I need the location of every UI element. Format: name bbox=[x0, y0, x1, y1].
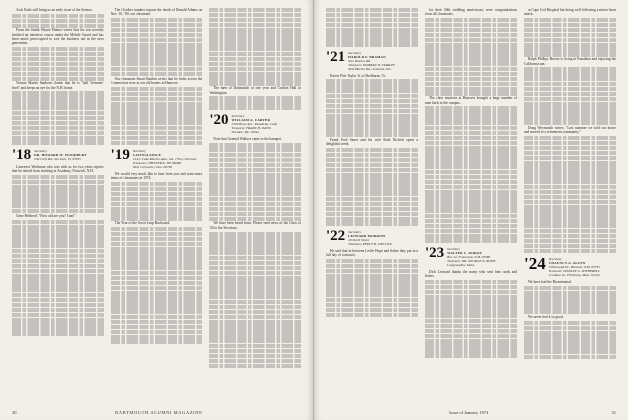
magazine-name: DARTMOUTH ALUMNI MAGAZINE bbox=[115, 410, 203, 415]
paragraph: We have been heard from. Please send news of the Class of '20 to the Secretary. bbox=[209, 221, 302, 230]
left-column-2 bbox=[111, 8, 203, 402]
secretary-block bbox=[133, 149, 196, 169]
paragraph: Gene Hebberd: "How old are you? I am!" bbox=[16, 213, 76, 218]
class-year: '22 bbox=[326, 227, 346, 244]
class-year: '21 bbox=[326, 48, 346, 65]
treasurer-address: Wolf Harbor Rd., Leonard, Nev. bbox=[348, 66, 392, 71]
treasurer-address: 114 Rose St., Fitchburg, Mass. 01420 bbox=[548, 272, 600, 277]
paragraph: Ralph Phillips Brown is living in Pasadena and enjoying the California sun. bbox=[524, 57, 616, 66]
right-page-columns bbox=[326, 8, 616, 402]
secretary-name: HAROLD F. BRAMAN bbox=[348, 54, 386, 59]
secretary-block bbox=[34, 149, 87, 161]
paragraph: Dick Leonard thanks the many who sent him cards and letters. bbox=[425, 269, 517, 279]
class-heading-1924 bbox=[524, 253, 616, 277]
right-column-3 bbox=[524, 8, 616, 402]
left-column-1 bbox=[12, 8, 104, 402]
secretary-label: Secretary bbox=[348, 229, 362, 234]
class-heading-1922 bbox=[326, 227, 418, 246]
secretary-block bbox=[232, 114, 278, 134]
treasurer-name: Treasurer, STANLEY G. WITHERELL bbox=[548, 268, 600, 273]
class-heading-1921 bbox=[326, 48, 418, 71]
paragraph: for their 50th wedding anniversary were congratulations from all classmates. bbox=[425, 8, 517, 17]
paragraph: Our classmate Stuart Rankin writes that he looks across the Connecticut river at our old homes in Hanover. bbox=[110, 76, 203, 86]
issue-date: Issue of January 1974 bbox=[449, 410, 489, 415]
right-page bbox=[314, 0, 628, 420]
secretary-block bbox=[348, 51, 395, 71]
class-heading-1918 bbox=[12, 146, 104, 163]
paragraph: We never had it so good. bbox=[528, 315, 564, 320]
page-number: 30 bbox=[12, 410, 17, 415]
paragraph: Frank Fred Sauer and his wife Ruth Nichols spent a delightful week. bbox=[326, 138, 418, 147]
intro-paragraph: Arch Earle will bring us an early issue of the Seniors. bbox=[16, 8, 93, 12]
treasurer-name: Treasurer, PERCY B. LINCOLN bbox=[348, 241, 392, 246]
paragraph: Vernon Martin Sanborn claims that he is "half Vermont-bred" and keeps an eye for the N.H. home. bbox=[12, 81, 104, 90]
treasurer-address: Longmeadow, Mass. bbox=[447, 262, 475, 267]
page-number: 31 bbox=[611, 410, 616, 415]
right-column-1 bbox=[326, 8, 418, 402]
paragraph: We have had the Bicentennial. bbox=[528, 279, 572, 284]
secretary-label: Secretary bbox=[348, 50, 362, 55]
class-year: '19 bbox=[110, 146, 130, 163]
paragraph: The men of Dartmouth of one year and Carlton Hall in Washington. bbox=[209, 86, 302, 95]
secretary-block bbox=[447, 247, 495, 267]
secretary-label: Secretary bbox=[548, 256, 562, 261]
secretary-name: LAVINIA SPACE bbox=[132, 152, 162, 157]
class-year: '24 bbox=[524, 253, 546, 273]
secretary-name: CHAUNCY A. ALLEN bbox=[548, 260, 586, 265]
secretary-name: WILLIAM A. CARTER bbox=[231, 118, 271, 123]
paragraph: Note that General Wallace came to the banquet. bbox=[213, 137, 282, 142]
secretary-address: 9 Elmwood Dr., Hanover, N.H. 03755 bbox=[548, 264, 600, 269]
secretary-address: 2509 Beryl Ave., Pasadena, Calif. bbox=[231, 122, 278, 127]
secretary-label: Secretary bbox=[231, 114, 245, 119]
treasurer-name: Treasurer, NORMAN W. STARLEY bbox=[348, 62, 395, 67]
right-page-footer bbox=[326, 410, 616, 415]
paragraph: at Cape Cod Hospital but doing well following a minor heart attack. bbox=[524, 8, 616, 17]
left-column-3 bbox=[209, 8, 301, 402]
treasurer-name: Treasurer, CHESTER K. DE MORE bbox=[132, 160, 182, 165]
paragraph: We would very much like to hear from you and want more items of classmates in 1974. bbox=[110, 171, 203, 181]
left-page-columns bbox=[12, 8, 301, 402]
secretary-block bbox=[549, 257, 600, 277]
paragraph: Lawrence Workman who was with us for two years reports that he retired from teaching at Academy, Norwich, N.H. bbox=[12, 164, 104, 173]
secretary-address: Old Croft Rd., Norwich, Vt. 05055 bbox=[34, 156, 81, 161]
treasurer-address: West Cornwall, Conn. 06796 bbox=[132, 164, 172, 169]
secretary-block bbox=[348, 230, 392, 246]
secretary-address: Nov. Boston, Rd. bbox=[348, 58, 371, 63]
right-column-2 bbox=[425, 8, 517, 402]
class-heading-1923 bbox=[425, 244, 517, 267]
paragraph: From the Smith Wayne Palmer writes that his son recently finished an intensive course under the Mobile Guard and has been much preoccupied to sort the business out in the next generation. bbox=[12, 28, 104, 46]
paragraph: The Year of the Great Leap Backward. bbox=[114, 221, 171, 226]
class-year: '23 bbox=[425, 244, 445, 261]
left-page-footer bbox=[12, 410, 301, 415]
paragraph: The October number reports the death of Donald Adams on Nov. 10, ’60, our classmate. bbox=[110, 8, 203, 17]
treasurer-address: Dresden, Me. 04342 bbox=[231, 130, 260, 135]
secretary-name: DR. HOWARD W. WOODBURY bbox=[34, 152, 87, 157]
treasurer-name: Treasurer, DR. GEORGE N. ROWE bbox=[447, 258, 496, 263]
treasurer-name: Treasurer, FRANK H. DAVIS bbox=[231, 126, 271, 131]
paragraph: Doug Weymouth writes: "Last summer we sold our house and moved to a retirement community." bbox=[524, 126, 616, 135]
secretary-name: LEONARD MORROW bbox=[348, 233, 386, 238]
class-year: '18 bbox=[12, 146, 32, 163]
paragraph: Ernest Pete Taylor Jr. of Shelburne, Vt. bbox=[330, 73, 387, 78]
class-heading-1919 bbox=[110, 146, 203, 169]
secretary-label: Secretary bbox=[447, 246, 461, 251]
secretary-label: Secretary bbox=[132, 148, 146, 153]
secretary-name: WALTER C. DODGE bbox=[447, 250, 482, 255]
paragraph: He said that in between Leslie Hope and Sobes they put in a full day of contracts. bbox=[326, 248, 418, 258]
secretary-label: Secretary bbox=[34, 148, 48, 153]
paragraph: The class reunions at Hanover brought a large number of men back to the campus. bbox=[425, 96, 517, 105]
class-heading-1920 bbox=[209, 114, 301, 134]
secretary-address: 214-C Lake Marion Apts., Ste. 1764, Clermont bbox=[132, 156, 197, 161]
secretary-address: Box 12, Franconia, N.H. 03580 bbox=[447, 254, 491, 259]
secretary-address: 29 North Street bbox=[348, 237, 369, 242]
class-year: '20 bbox=[209, 112, 229, 129]
